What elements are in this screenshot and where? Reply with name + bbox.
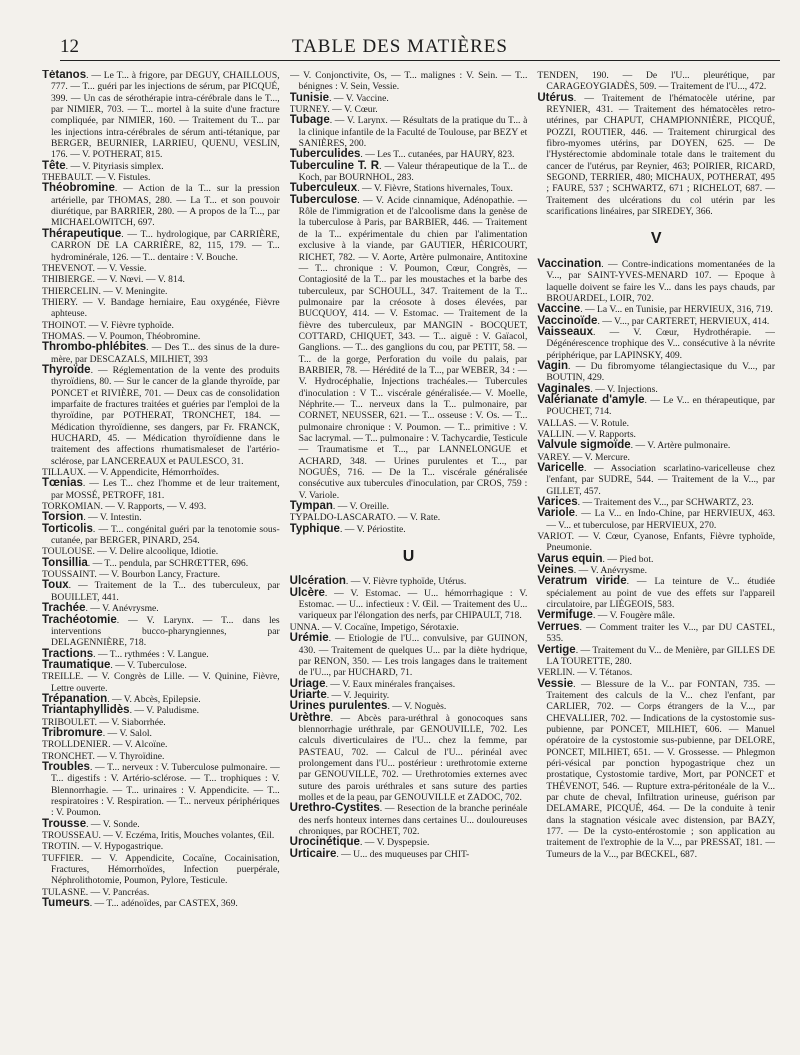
entry-heading: Tonsillia — [42, 556, 88, 569]
entry-text: TORKOMIAN. — V. Rapports, — V. 493. — [42, 501, 207, 513]
index-entry — [290, 115, 528, 149]
entry-text: . — Réglementation de la vente des produits thyroïdiens, 80. — Sur le cancer de la glande thyroïde, par PONCET et RIVIÈRE, 701. — Deux cas de consolidation imparfaite de fractures traitées et guéries par l'emploi de la thyroïdine, par POTHERAT, TRONCHET, 184. — Médication thyroïdienne, ses dangers, par Fr. FRANCK, HUCHARD, 45. — Médication thyroïdienne dans le traitement des affections rhumatismaleset de l'artério-sclérose, par LANCEREAUX et PAULESCO, 31. — [51, 364, 280, 467]
entry-text: UNNA. — V. Cocaïne, Impetigo, Sérotaxie. — [289, 621, 459, 633]
entry-text: TYPALDO-LASCARATO. — V. Rate. — [289, 512, 441, 524]
entry-heading: Tractions — [42, 647, 94, 660]
index-entry — [42, 762, 280, 819]
entry-heading: Tunisie — [289, 91, 330, 104]
entry-heading: Thrombo-phlébites — [42, 341, 147, 354]
entry-heading: Vaisseaux — [537, 325, 593, 338]
index-entry — [537, 395, 775, 418]
entry-heading: Uriarte — [289, 688, 327, 701]
entry-text: . — La V... en Tunisie, par HERVIEUX, 316, 719. — [580, 304, 773, 316]
entry-text: . — Des T... des sinus de la dure-mère, par DESCAZALS, MILHIET, 393 — [51, 342, 280, 365]
index-entry — [42, 819, 280, 830]
index-entry — [290, 633, 528, 678]
entry-heading: Vessie — [537, 677, 574, 690]
index-entry — [42, 183, 280, 228]
entry-heading: Vermifuge — [537, 609, 593, 622]
entry-heading: Vaginales — [537, 382, 591, 395]
index-entry — [290, 713, 528, 804]
entry-text: VALLAS. — V. Rotule. — [537, 417, 630, 429]
entry-heading: Tuberculine T. R — [289, 159, 380, 172]
entry-heading: Thyroïde — [42, 363, 91, 376]
entry-text: . — Le V... en thérapeutique, par POUCHET, 714. — [546, 394, 776, 418]
entry-text: VALLIN. — V. Rapports. — [537, 428, 636, 440]
index-entry — [290, 588, 528, 622]
index-entry — [537, 463, 775, 497]
entry-heading: Urethro-Cystites — [289, 802, 380, 815]
entry-text: . — Pied bot. — [602, 553, 654, 565]
index-entry — [42, 615, 280, 649]
entry-text: . — U... des muqueuses par CHIT- — [336, 848, 470, 860]
index-entry — [42, 739, 280, 750]
entry-heading: Tumeurs — [42, 897, 90, 910]
entry-text: . — Blessure de la V... par FONTAN, 735. — Traitement des calculs de la V... chez l'enfant, par CARLIER, 702. — Corps étrangers de la V..., par CHEVALLIER, 702. — Indications de la cystostomie sus-pubienne, par PONCET, MILHIET, 606. — Manuel opératoire de la cystostomie sus-pubienne, par DELORE, PONCET, MILHIET, 651. — V. Grossesse. — Phlegmon péri-vésical par ponction hypogastrique chez un prostatique, Cystostomie tardive, Mort, par PONCET et THÉVENOT, 546. — Rupture extra-péritonéale de la V... par chute de cheval, Infiltration urineuse, guérison par DELAMARE, PICQUÉ, 464. — De la conduite à tenir dans la stagnation vésicale avec distension, par BAZY, 177. — De la cysto-entérostomie ; son application au traitement de l'extrophie de la V..., par PRESSAT, 181. — Tumeurs de la V..., par BŒCKEL, 687. — [546, 678, 776, 860]
entry-heading: Tribromure — [42, 726, 103, 739]
entry-heading: Urémie — [289, 632, 329, 645]
entry-text: TILLAUX. — V. Appendicite, Hémorrhoïdes. — [42, 467, 220, 479]
entry-heading: Vaccination — [537, 257, 602, 270]
entry-text: . — T... congénital guéri par la tenotomie sous-cutanée, par BERGER, PINARD, 254. — [51, 523, 280, 547]
entry-heading: Tuberculeux — [289, 182, 358, 195]
entry-text: . — Etiologie de l'U... convulsive, par GUINON, 430. — Traitement de quelques U... par la diète hydrique, par RENON, 350. — Les trois langages dans le traitement de l'U..., par HUCHARD, 71. — [298, 633, 528, 679]
index-entry — [537, 576, 775, 610]
entry-text: . — V. Eaux minérales françaises. — [325, 678, 456, 690]
entry-text: . — Les T... chez l'homme et de leur traitement, par MOSSÉ, PETROFF, 181. — [51, 478, 280, 501]
entry-text: VAREY. — V. Mercure. — [537, 451, 630, 463]
entry-heading: Valérianate d'amyle — [537, 393, 645, 406]
column-3 — [537, 70, 775, 1038]
entry-text: . — Abcès para-uréthral à gonocoques sans blennorrhagie uréthrale, par GENOUVILLE, 702. Les calculs diverticulaires de l'U... chez la femme, par PASTEAU, 702. — Calcul de l'U... périnéal avec prolongement dans l'U... postérieur : urethrotomie externe par GENOUVILLE, 702. — Urethrotomies externes avec suture des parois uréthrales et sans suture des parties molles et de la peau, par GENOUVILLE et ZADOC, 702. — [298, 712, 528, 803]
entry-heading: Urèthre — [289, 711, 331, 724]
entry-text: . — V. Dyspepsie. — [359, 837, 430, 849]
entry-text: . — La V... en Indo-Chine, par HERVIEUX, 463. — V... et tuberculose, par HERVIEUX, 270. — [546, 508, 776, 531]
entry-text: . — Association scarlatino-varicelleuse chez l'enfant, par SUDRE, 544. — Traitement de la V..., par GILLET, 457. — [546, 463, 776, 497]
entry-heading: Thérapeutique — [42, 227, 122, 240]
entry-text: THOINOT. — V. Fièvre typhoïde. — [42, 319, 174, 331]
entry-heading: Tétanos — [42, 70, 87, 81]
entry-heading: Ulcère — [289, 586, 325, 599]
index-entry — [42, 853, 280, 887]
index-entry — [42, 342, 280, 365]
index-entry — [537, 93, 775, 218]
index-entry — [42, 558, 280, 569]
entry-text: . — V. Périostite. — [339, 523, 406, 535]
index-entry — [537, 418, 775, 429]
index-entry — [42, 297, 280, 320]
entry-heading: Urines purulentes — [289, 700, 388, 713]
entry-text: TENDEN, 190. — De l'U... pleurétique, par CARAGEOYGIADÈS, 509. — Traitement de l'U..., 472. — [537, 70, 776, 93]
index-entry — [42, 263, 280, 274]
entry-text: TRIBOULET. — V. Siaborrhée. — [42, 716, 166, 728]
entry-text: . — V. Pityriasis simplex. — [65, 160, 164, 172]
entry-text: TROLLDENIER. — V. Alcoïne. — [42, 739, 168, 751]
entry-text: . — Du fibromyome télangiectasique du V..., par BOUTIN, 429. — [546, 360, 776, 384]
entry-heading: Trousse — [42, 817, 87, 830]
entry-heading: Varicelle — [537, 462, 585, 474]
entry-heading: Ulcération — [289, 575, 346, 588]
index-columns — [42, 70, 775, 1038]
index-entry — [42, 320, 280, 331]
index-entry — [290, 195, 528, 501]
entry-text: . — La teinture de V... étudiée spécialement au point de vue des effets sur l'appareil circulatoire, par LIÉGEOIS, 583. — [546, 576, 776, 611]
index-entry — [42, 569, 280, 580]
page-header — [40, 28, 760, 60]
entry-heading: Utérus — [537, 91, 574, 104]
entry-text: . — V. Sonde. — [86, 818, 140, 830]
entry-text: TOUSSAINT. — V. Bourbon Lancy, Fracture. — [42, 569, 220, 581]
index-entry — [42, 841, 280, 852]
entry-heading: Urocinétique — [289, 836, 360, 849]
entry-text: — V. Conjonctivite, Os, — T... malignes : V. Sein. — T... bénignes : V. Sein, Vessie. — [289, 70, 528, 93]
entry-heading: Tête — [42, 159, 66, 172]
entry-heading: Torticolis — [42, 522, 93, 535]
index-entry — [537, 440, 775, 451]
entry-text: . — V. Fièvre typhoïde, Utérus. — [345, 576, 467, 588]
entry-text: TRONCHET. — V. Thyroïdine. — [42, 750, 165, 762]
section-letter: U — [402, 548, 415, 566]
entry-heading: Tuberculose — [289, 193, 358, 206]
entry-text: TURNEY. — V. Cœur. — [289, 104, 378, 116]
index-entry — [42, 830, 280, 841]
entry-heading: Traumatique — [42, 658, 111, 671]
entry-text: . — Traitement de la T... des tuberculeux, par BOUILLET, 441. — [51, 580, 280, 603]
entry-text: . — Comment traiter les V..., par DU CASTEL, 535. — [546, 621, 776, 645]
entry-text: . — V. Salol. — [102, 727, 152, 739]
index-entry — [537, 679, 775, 861]
entry-text: THIBIERGE. — V. Nœvi. — V. 814. — [42, 274, 185, 286]
entry-text: . — Traitement du V... de Menière, par GILLES DE LA TOURETTE, 280. — [546, 644, 776, 667]
entry-text: THIERCELIN. — V. Meningite. — [42, 285, 168, 297]
entry-heading: Tuberculides — [289, 148, 361, 161]
entry-heading: Vagin — [537, 359, 569, 372]
index-entry — [42, 728, 280, 739]
entry-text: . — V. Tuberculose. — [110, 659, 187, 671]
entry-text: . — Traitement de l'hématocèle utérine, par REYNIER, 431. — Traitement des hématocèles retro-utérines, par CHAPUT, CHAMPIONNIÈRE, PICQUÉ, POZZI, ROUTIER, 446. — Traitement chirurgical des fibro-myomes utérins, par DOYEN, 625. — De l'Hystérectomie abdominale totale dans le traitement du cancer de l'utérus, par Reynier, 463; POIRIER, RICARD, SEGOND, TERRIER, 480; MICHAUX, POTHERAT, 495 ; FAURE, 537 ; SCHWARTZ, 671 ; RICHELOT, 687. — Traitement des ulcérations du col utérin par les scarifications linéaires, par SIREDEY, 366. — [546, 92, 776, 218]
page-number: 12 — [60, 36, 79, 57]
entry-text: . — V. Injections. — [590, 383, 658, 395]
entry-heading: Trachéotomie — [42, 613, 117, 626]
entry-text: . — V. Fougère mâle. — [592, 610, 675, 622]
entry-text: TUFFIER. — V. Appendicite, Cocaïne, Cocainisation, Fractures, Hémorrhoïdes, Infection puerpérale, Néphrolithotomie, Poumon, Pylore, Testicule. — [42, 852, 280, 887]
entry-text: . — T... nerveux : V. Tuberculose pulmonaire. — T... digestifs : V. Artério-sclérose. — T... trophiques : V. Blennorrhagie. — T... urinaires : V. Appendicite. — T... respiratoires : V. Respiration. — T... nerveux périphériques : V. Poumon. — [51, 761, 280, 819]
index-entry — [290, 501, 528, 512]
entry-text: . — V. Fièvre, Stations hivernales, Toux. — [357, 183, 513, 195]
entry-text: . — V. Oreille. — [332, 501, 390, 513]
index-entry — [290, 803, 528, 837]
entry-heading: Vertige — [537, 643, 576, 656]
index-entry — [537, 645, 775, 668]
entry-heading: Trépanation — [42, 692, 108, 705]
entry-text: . — V. Paludisme. — [129, 705, 200, 717]
index-entry — [42, 898, 280, 909]
index-entry — [42, 524, 280, 547]
index-entry — [42, 580, 280, 603]
entry-heading: Toux — [42, 579, 69, 592]
entry-heading: Théobromine — [42, 182, 115, 195]
index-entry — [290, 93, 528, 104]
entry-text: . — Traitement des V..., par SCHWARTZ, 23. — [577, 497, 754, 509]
entry-text: . — V. Anévrysme. — [85, 603, 159, 615]
entry-heading: Troubles — [42, 760, 90, 773]
entry-text: . — V. Abcès, Epilepsie. — [107, 693, 201, 705]
entry-text: . — V. Acide cinnamique, Adénopathie. — Rôle de l'immigration et de l'alcoolisme dans la genèse de la tuberculose à Paris, par BARBIER, 446. — Traitement de la T... expérimentale du chien par l'alimentation exclusive à la viande, par GAUTIER, HÉRICOURT, RICHET, 782. — V. Aorte, Artère pulmonaire, Antitoxine — T... chronique : V. Poumon, Cœur, Congrès, — Contagiosité de la T... par les moustaches et la barbe des tuberculeux, par SCHOULL, 347. Traitement de la T... pulmonaire par la créosote à doses élevées, par BUCQUOY, 414. — V. Estomac. — Traitement de la fièvre des tuberculeux, par MANGIN - BOCQUET, COTTARD, CHIQUET, 343. — T... aiguë : V. Gaïacol, Ganglions. — T... des ganglions du cou, par PETIT, 58. — T... de la gorge, Perforation du voile du palais, par BARBIER, 78. — Hérédité de la T..., par WEBER, 34 : — V. Hydrocéphalie, Injections trachéales.— Tubercules d'inoculation : V T... viscérale généralisée.— V. Moelle, Néphrite.— T... nerveux dans la T... pulmonaire, par CORNET, NEUSSER, 621. — T... osseuse : V. Os. — T... pulmonaire chronique : V. Poumon. — T... primitive : V. Sac lacrymal. — T... pulmonaire : V. Tachycardie, Testicule — Traumatisme et T..., par LANNELONGUE et ACHARD, 348. — Urines purulentes et T..., par NOGUÈS, 716. — De la T... viscérale généralisée consécutive aux tubercules d'inoculation, par CROS, 759 : V. Variole. — [298, 194, 528, 501]
entry-heading: Torsion — [42, 511, 84, 524]
entry-heading: Veratrum viride — [537, 575, 627, 588]
index-entry — [537, 259, 775, 304]
entry-text: . — V. Vaccine. — [329, 92, 389, 104]
entry-text: . — Action de la T... sur la pression artérielle, par THOMAS, 280. — La T... et son pouvoir diurétique, par BARRIER, 280. — A propos de la T..., par MICHAELOWITCH, 697. — [51, 183, 280, 229]
entry-text: . — V. Estomac. — U... hémorrhagique : V. Estomac. — U... infectieux : V. Œil. — Traitement des U... variqueux par l'élongation des nerfs, par CHIPAULT, 718. — [298, 587, 528, 622]
entry-text: . — V. Larynx. — T... dans les interventions bucco-pharyngiennes, par DELAGENNIÈRE, 718. — [51, 614, 280, 649]
entry-heading: Varices — [537, 496, 578, 509]
entry-heading: Variole — [537, 507, 576, 520]
index-entry — [537, 327, 775, 361]
entry-text: . — T... pendula, par SCHRŒTTER, 696. — [87, 557, 249, 569]
entry-text: VARIOT. — V. Cœur, Cyanose, Enfants, Fièvre typhoïde, Pneumonie. — [537, 531, 776, 554]
entry-text: . — T... hydrologique, par CARRIÈRE, CARRON DE LA CARRIÈRE, 82, 115, 179. — T... hydrominérale, 126. — T... dentaire : V. Bouche. — [51, 228, 280, 263]
index-entry — [290, 161, 528, 184]
entry-text: TROTIN. — V. Hypogastrique. — [42, 841, 164, 853]
entry-heading: Tympan — [289, 500, 333, 513]
entry-heading: Tœnias — [42, 477, 83, 490]
entry-text: TROUSSEAU. — V. Eczéma, Iritis, Mouches volantes, Œil. — [42, 830, 275, 842]
entry-heading: Vaccinoïde — [537, 314, 598, 327]
entry-text: . — Resection de la branche perinéale des nerfs honteux internes dans certaines U... douloureuses chroniques, par ROCHET, 702. — [298, 803, 528, 837]
entry-text: TREILLE. — V. Congrès de Lille. — V. Quinine, Fièvre, Lettre ouverte. — [42, 671, 280, 694]
entry-heading: Triantaphyllidès — [42, 704, 130, 717]
entry-text: THOMAS. — V. Poumon, Théobromine. — [42, 330, 201, 342]
index-entry — [290, 70, 528, 93]
header-rule — [60, 60, 780, 61]
entry-heading: Valvule sigmoïde — [537, 439, 631, 452]
entry-text: . — Les T... cutanées, par HAURY, 823. — [360, 149, 515, 161]
entry-heading: Typhique — [289, 522, 340, 535]
index-entry — [42, 286, 280, 297]
index-entry — [42, 365, 280, 467]
section-letter: V — [650, 230, 662, 248]
entry-text: . — T... adénoïdes, par CASTEX, 369. — [89, 898, 238, 910]
entry-text: TOULOUSE. — V. Delire alcoolique, Idiotie. — [42, 546, 219, 558]
index-entry — [537, 531, 775, 554]
index-entry — [537, 508, 775, 531]
entry-heading: Veines — [537, 564, 574, 577]
entry-text: THEBAULT. — V. Fistules. — [42, 172, 151, 184]
entry-text: . — Valeur thérapeutique de la T... de Koch, par BOURNHOL, 283. — [298, 160, 528, 184]
entry-text: . — V. Larynx. — Résultats de la pratique du T... à la clinique infantile de la Faculté de Toulouse, par BEZY et SANIÈRES, 200. — [298, 115, 528, 150]
page-title: TABLE DES MATIÈRES — [292, 36, 508, 57]
entry-heading: Verrues — [537, 620, 580, 633]
entry-text: . — V. Intestin. — [83, 512, 142, 524]
entry-text: . — Le T... à frigore, par DEGUY, CHAILLOUS, 777. — T... guéri par les injections de sérum, par PICQUÉ, 399. — Un cas de sérothérapie intra-cérébrale dans le T..., par NIMIER, 703. — T... mortel à la suite d'une fracture compliquée, par NIMIER, 160. — Traitement du T... par les injections intra-cérébrales de sérum anti-tétanique, par BERGER, BEURNIER, LARRIEU, QUENU, VESLIN, 176. — V. POTHERAT, 815. — [51, 70, 280, 161]
index-entry — [42, 660, 280, 671]
index-entry — [42, 671, 280, 694]
index-entry — [290, 576, 528, 587]
entry-text: . — V. Cœur, Hydrothérapie. — Dégénérescence trophique des V... consécutive à la névrite périphérique, par LAPINSKY, 409. — [546, 326, 776, 361]
index-entry — [537, 622, 775, 645]
index-entry — [290, 524, 528, 535]
entry-text: . — V. Artère pulmonaire. — [630, 440, 731, 452]
index-entry — [42, 161, 280, 172]
entry-text: THIERY. — V. Bandage herniaire, Eau oxygénée, Fièvre aphteuse. — [42, 296, 280, 320]
entry-heading: Urticaire — [289, 847, 337, 860]
entry-heading: Varus equin — [537, 552, 603, 565]
index-entry — [537, 361, 775, 384]
entry-text: . — V. Jequirity. — [326, 689, 390, 701]
entry-text: . — Contre-indications momentanées de la V..., par SAINT-YVES-MENARD 107. — Epoque à laquelle doivent se faire les V... dans les pays chauds, par BROUARDEL, LOIR, 702. — [546, 258, 776, 304]
entry-text: . — T... rythmées : V. Langue. — [93, 648, 209, 660]
index-entry — [42, 70, 280, 161]
entry-heading: Uriage — [289, 677, 326, 690]
entry-text: VERLIN. — V. Tétanos. — [537, 667, 633, 679]
column-2 — [290, 70, 528, 1038]
index-entry — [42, 229, 280, 263]
index-entry — [42, 705, 280, 716]
entry-text: . — V. Noguès. — [387, 701, 447, 713]
entry-text: THEVENOT. — V. Vessie. — [42, 262, 147, 274]
index-entry — [537, 70, 775, 93]
entry-text: . — V. Anévrysme. — [573, 565, 647, 577]
index-entry — [42, 274, 280, 285]
index-entry — [42, 478, 280, 501]
index-entry — [290, 849, 528, 860]
entry-text: TULASNE. — V. Pancréas. — [42, 886, 150, 898]
entry-heading: Vaccine — [537, 303, 581, 316]
entry-heading: Tubage — [289, 114, 330, 127]
entry-text: . — V..., par CARTERET, HERVIEUX, 414. — [597, 315, 770, 327]
entry-heading: Trachée — [42, 602, 86, 615]
column-1 — [42, 70, 280, 1038]
